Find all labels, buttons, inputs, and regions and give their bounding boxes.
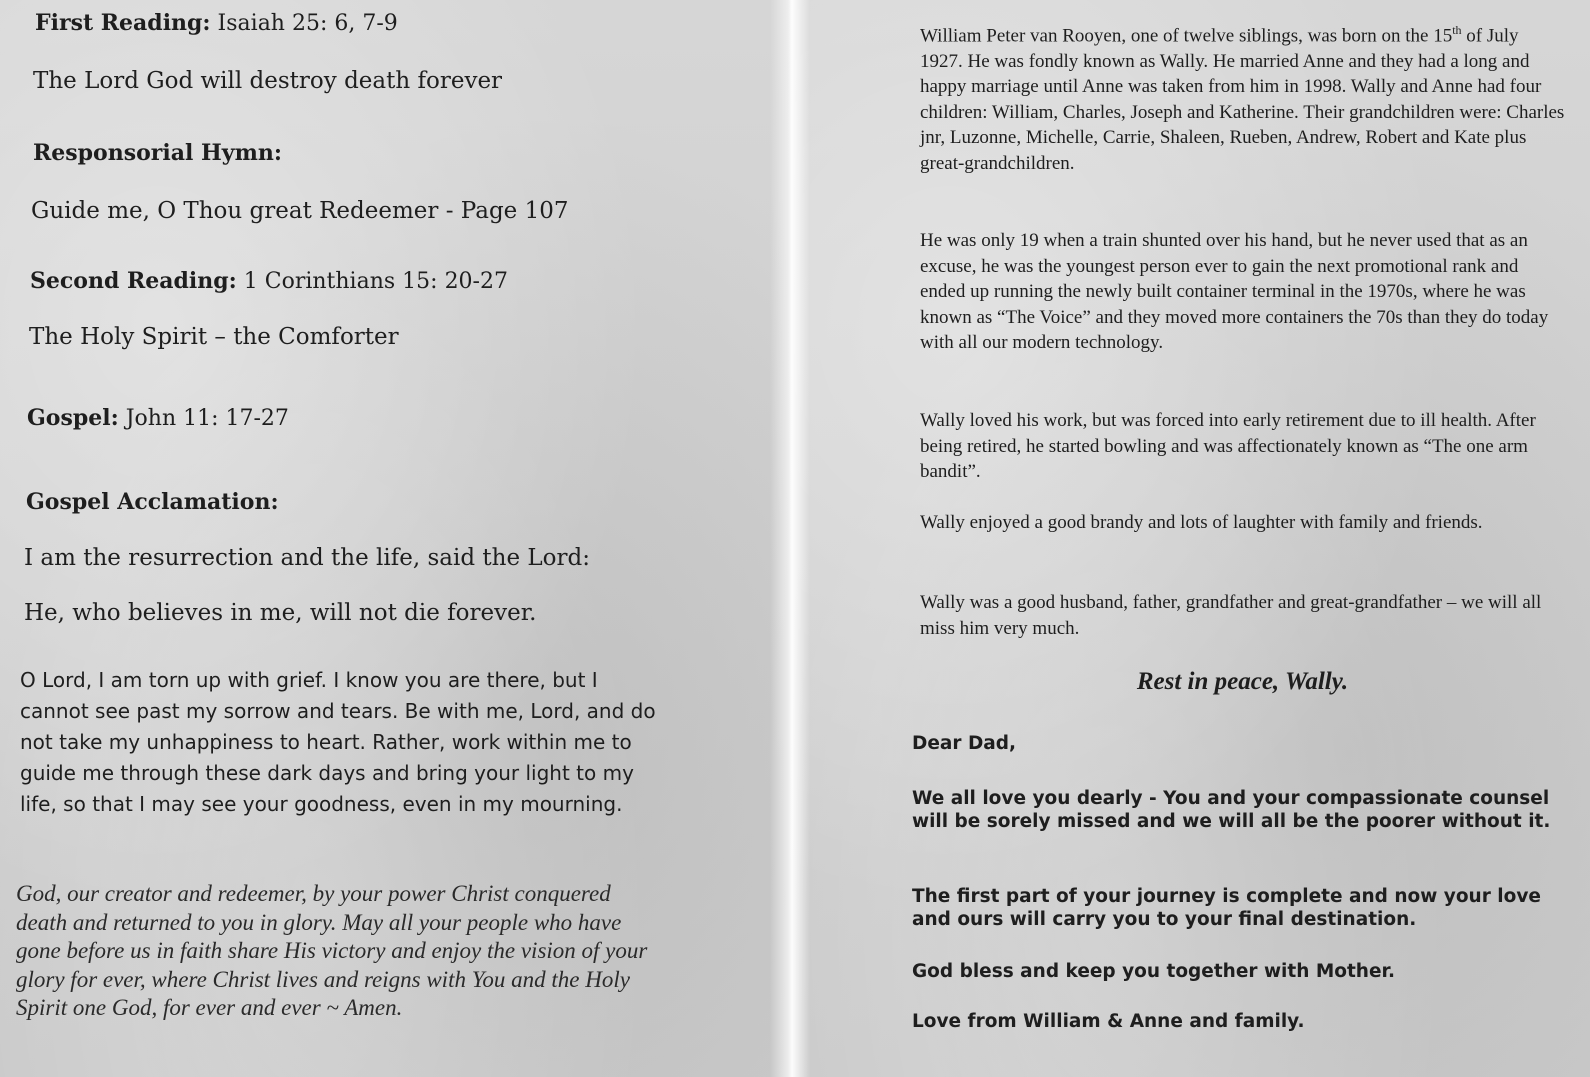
gospel-acclamation-heading: Gospel Acclamation: [26,489,279,515]
grief-prayer: O Lord, I am torn up with grief. I know you are there, but I cannot see past my sorrow and tears. Be with me, Lord, and do not take my unhappiness to heart. Rather, work within me to guide me through these dark days and bring your light to my life, so that I may see your goodness, even in my mourning. [20,668,656,816]
letter-paragraph-1: We all love you dearly - You and your compassionate counsel will be sorely missed and we will all be the poorer without it. [912,788,1551,832]
second-reading-heading: Second Reading: 1 Corinthians 15: 20-27 [30,268,508,294]
bio-paragraph-5: Wally was a good husband, father, grandfather and great-grandfather – we will all miss him very much. [920,592,1542,639]
acclamation-line-1: I am the resurrection and the life, said the Lord: [24,545,590,571]
letter-paragraph-3: God bless and keep you together with Mother. [912,961,1396,982]
page-fold [770,0,810,1077]
responsorial-hymn-text: Guide me, O Thou great Redeemer - Page 107 [31,198,569,224]
bio-paragraph-1: William Peter van Rooyen, one of twelve siblings, was born on the 15th of July 1927. He was fondly known as Wally. He married Anne and they had a long and happy marriage until Anne was taken from him in 1998. Wally and Anne had four children: William, Charles, Joseph and Katherine. Their grandchildren were: Charles jnr, Luzonne, Michelle, Carrie, Shaleen, Rueben, Andrew, Robert and Kate plus great-grandchildren. [920,23,1565,174]
letter-paragraph-2: The first part of your journey is complete and now your love and ours will carry you to your final destination. [912,886,1541,930]
bio-paragraph-2: He was only 19 when a train shunted over his hand, but he never used that as an excuse, he was the youngest person ever to gain the next promotional rank and ended up running the newly built container terminal in the 1970s, where he was known as “The Voice” and they moved more containers the 70s than they do today with all our modern technology. [920,230,1549,353]
letter-signature: Love from William & Anne and family. [912,1011,1305,1032]
rest-in-peace-line: Rest in peace, Wally. [1136,668,1349,695]
gospel-heading: Gospel: John 11: 17-27 [27,405,289,431]
acclamation-line-2: He, who believes in me, will not die forever. [24,600,537,626]
first-reading-title: The Lord God will destroy death forever [33,68,503,94]
letter-greeting: Dear Dad, [912,733,1017,754]
first-reading-heading: First Reading: Isaiah 25: 6, 7-9 [35,10,398,36]
left-page [0,0,790,1077]
bio-paragraph-3: Wally loved his work, but was forced into early retirement due to ill health. After being retired, he started bowling and was affectionately known as “The one arm bandit”. [920,410,1536,482]
responsorial-hymn-heading: Responsorial Hymn: [33,140,282,166]
right-page [790,0,1590,1077]
bio-paragraph-4: Wally enjoyed a good brandy and lots of laughter with family and friends. [920,512,1483,533]
creator-prayer: God, our creator and redeemer, by your power Christ conquered death and returned to you in glory. May all your people who have gone before us in faith share His victory and enjoy the vision of your glory for ever, where Christ lives and reigns with You and the Holy Spirit one God, for ever and ever ~ Amen. [16,881,648,1020]
second-reading-title: The Holy Spirit – the Comforter [29,324,399,350]
